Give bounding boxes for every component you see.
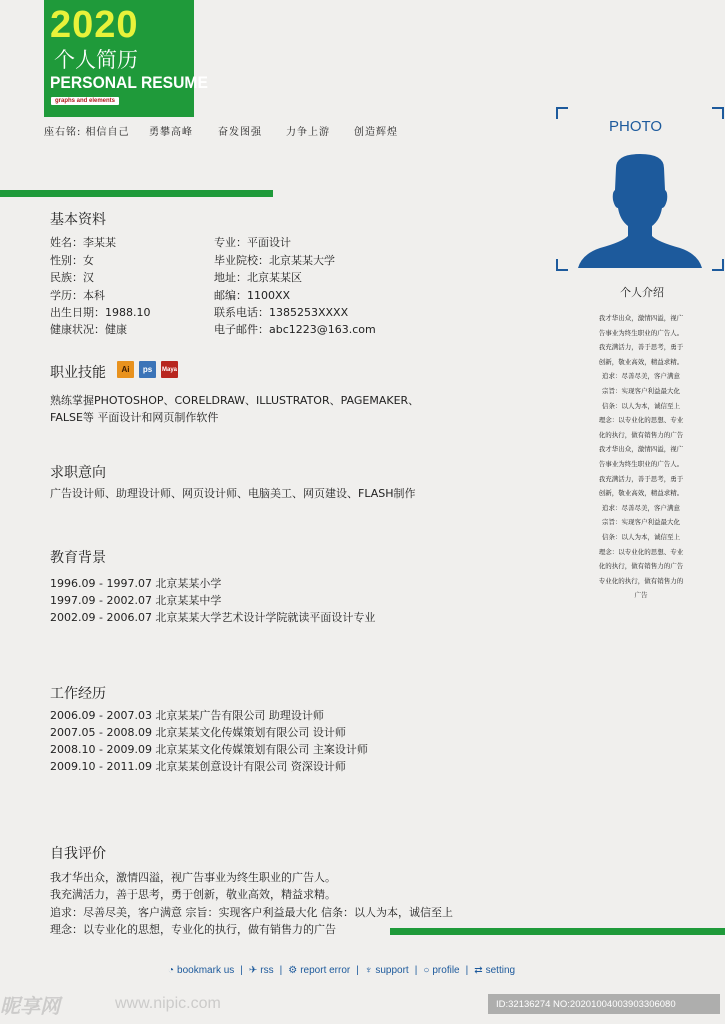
basic-right-item: 毕业院校：北京某某大学: [214, 254, 335, 267]
education-section-title: 教育背景: [50, 550, 106, 566]
microphone-icon: ♆: [364, 965, 373, 976]
basic-left-item: 学历：本科: [50, 289, 105, 302]
intro-line: 追求：尽善尽美，客户满意: [602, 372, 680, 381]
skills-line: 熟练掌握PHOTOSHOP、CORELDRAW、ILLUSTRATOR、PAGEMAKER、: [50, 394, 420, 407]
image-id-bar: ID:32136274 NO:20201004003903306080: [488, 994, 720, 1014]
intro-line: 理念：以专业化的思想、专业: [598, 547, 684, 556]
basic-right-item: 地址：北京某某区: [214, 271, 302, 284]
intent-section-title: 求职意向: [50, 465, 106, 481]
profile-link[interactable]: ○ profile: [423, 965, 460, 976]
watermark-logo: 昵享网: [0, 996, 60, 1018]
intro-line: 追求：尽善尽美，客户满意: [602, 503, 680, 512]
person-silhouette-icon: [576, 150, 704, 268]
intro-line: 信条：以人为本，诚信至上: [602, 401, 680, 410]
intro-text: [588, 311, 694, 603]
education-item: 1996.09 - 1997.07 北京某某小学: [50, 577, 222, 590]
work-item: 2006.09 - 2007.03 北京某某广告有限公司 助理设计师: [50, 709, 324, 722]
watermark-url: www.nipic.com: [115, 995, 221, 1012]
intro-line: 我充满活力，善于思考，勇于: [598, 474, 684, 483]
motto-item: 创造辉煌: [354, 127, 398, 138]
basic-left-item: 姓名：李某某: [50, 236, 116, 249]
work-item: 2007.05 - 2008.09 北京某某文化传媒策划有限公司 设计师: [50, 726, 346, 739]
education-item: 1997.09 - 2002.07 北京某某中学: [50, 594, 222, 607]
intro-line: 我才华出众，激情四溢，视广: [598, 445, 684, 454]
refresh-icon: ⇄: [474, 965, 483, 976]
setting-link[interactable]: ⇄ setting: [474, 965, 516, 976]
maya-icon: Maya: [161, 361, 178, 378]
work-section-title: 工作经历: [50, 686, 106, 702]
intro-line: 化的执行，做有销售力的广告: [598, 430, 684, 439]
rss-feed-icon: ◔: [168, 965, 175, 976]
intro-line: 广告: [634, 591, 648, 600]
bookmark-link[interactable]: ◔ bookmark us: [168, 965, 235, 976]
basic-right-item: 邮编：1100XX: [214, 289, 291, 302]
intro-line: 理念：以专业化的思想、专业: [598, 416, 684, 425]
self-eval-line: 我充满活力，善于思考，勇于创新，敬业高效，精益求精。: [50, 888, 336, 901]
education-item: 2002.09 - 2006.07 北京某某大学艺术设计学院就读平面设计专业: [50, 611, 376, 624]
circle-icon: ○: [423, 965, 430, 976]
photo-label: PHOTO: [609, 118, 663, 135]
basic-right-item: 联系电话：1385253XXXX: [214, 306, 349, 319]
basic-left-item: 出生日期：1988.10: [50, 306, 151, 319]
self-eval-line: 追求：尽善尽美，客户满意 宗旨：实现客户利益最大化 信条：以人为本，诚信至上: [50, 906, 453, 919]
intro-line: 创新，敬业高效，精益求精。: [598, 357, 684, 366]
basic-left-item: 健康状况：健康: [50, 323, 127, 336]
self-eval-section-title: 自我评价: [50, 846, 106, 862]
self-eval-line: 我才华出众，激情四溢，视广告事业为终生职业的广告人。: [50, 871, 336, 884]
intro-line: 我才华出众，激情四溢，视广: [598, 314, 684, 322]
basic-section-title: 基本资料: [50, 212, 106, 228]
tag-label: graphs and elements: [51, 97, 119, 105]
intro-line: 宗旨：实现客户利益最大化: [602, 386, 680, 395]
intro-line: 告事业为终生职业的广告人。: [598, 328, 684, 337]
gears-icon: ⚙: [288, 965, 298, 976]
en-title: PERSONAL RESUME: [50, 73, 208, 92]
cn-title: 个人简历: [54, 48, 138, 72]
support-link[interactable]: ♆ support: [364, 965, 409, 976]
intro-title: 个人介绍: [620, 286, 664, 299]
intent-text: 广告设计师、助理设计师、网页设计师、电脑美工、网页建设、FLASH制作: [50, 487, 416, 500]
header-banner: [44, 0, 208, 117]
intro-line: 信条：以人为本，诚信至上: [602, 532, 680, 541]
basic-left-item: 民族：汉: [50, 271, 94, 284]
intro-line: 我充满活力，善于思考，勇于: [598, 343, 684, 352]
intro-line: 宗旨：实现客户利益最大化: [602, 518, 680, 527]
green-divider-top: [0, 190, 273, 197]
green-divider-bottom: [390, 928, 725, 935]
year-title: 2020: [50, 4, 139, 46]
motto-item: 座右铭: 相信自己: [44, 127, 130, 138]
report-error-link[interactable]: ⚙ report error: [288, 965, 351, 976]
intro-line: 创新，敬业高效，精益求精。: [598, 489, 684, 498]
motto-item: 勇攀高峰: [149, 127, 193, 138]
intro-line: 化的执行，做有销售力的广告: [598, 562, 684, 571]
photoshop-icon: ps: [139, 361, 156, 378]
skills-line: FALSE等 平面设计和网页制作软件: [50, 411, 219, 424]
basic-right-item: 电子邮件：abc1223@163.com: [214, 323, 376, 336]
intro-line: 告事业为终生职业的广告人。: [598, 459, 684, 468]
intro-line: 专业化的执行，做有销售力的: [598, 576, 684, 585]
motto-item: 奋发图强: [218, 127, 262, 138]
work-item: 2009.10 - 2011.09 北京某某创意设计有限公司 资深设计师: [50, 760, 346, 773]
skills-section-title: 职业技能: [50, 365, 106, 381]
rss-link[interactable]: ✈ rss: [248, 965, 274, 976]
basic-right-item: 专业：平面设计: [214, 236, 291, 249]
self-eval-line: 理念：以专业化的思想，专业化的执行，做有销售力的广告: [50, 923, 336, 936]
plane-icon: ✈: [248, 965, 258, 976]
work-item: 2008.10 - 2009.09 北京某某文化传媒策划有限公司 主案设计师: [50, 743, 368, 756]
illustrator-icon: Ai: [117, 361, 134, 378]
motto-item: 力争上游: [286, 127, 330, 138]
footer-links: ◔ bookmark us | ✈ rss | ⚙ report error | ♆ support | ○ profile | ⇄ setting: [168, 965, 516, 976]
basic-left-item: 性别：女: [50, 254, 94, 267]
